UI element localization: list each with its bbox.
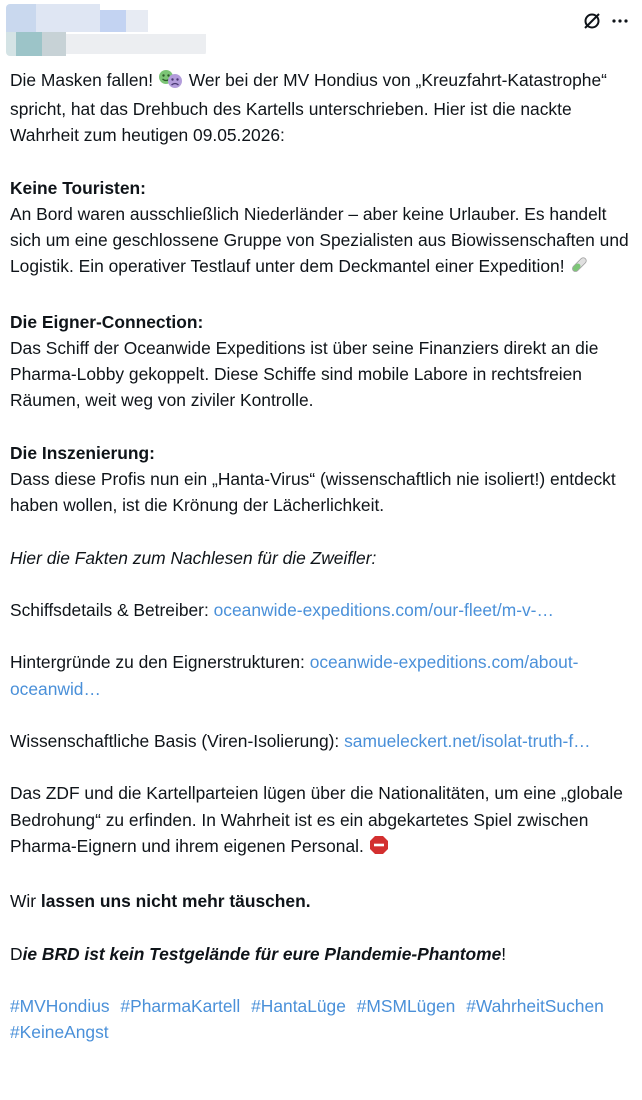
slogan-one: Wir lassen uns nicht mehr täuschen.	[10, 891, 311, 912]
section-keine-touristen: Keine Touristen: An Bord waren ausschließlich Niederländer – aber keine Urlauber. Es handelt sich um eine geschlossene Gruppe von Spezialisten aus Biowissenschaften und Logistik. Ein operativer Testlauf unter dem Deckmantel einer Expedition!	[10, 175, 632, 283]
link-samueleckert[interactable]: samueleckert.net/isolat-truth-f…	[344, 730, 591, 751]
more-icon[interactable]	[607, 8, 633, 34]
hashtag-link[interactable]: #PharmaKartell	[120, 995, 241, 1016]
link-oceanwide-fleet[interactable]: oceanwide-expeditions.com/our-fleet/m-v-…	[213, 599, 554, 620]
hashtag-link[interactable]: #KeineAngst	[10, 1022, 109, 1043]
section-inszenierung: Die Inszenierung: Dass diese Profis nun ein „Hanta-Virus“ (wissenschaftlich nie isoliert!) entdeckt haben wollen, ist die Krönung der Lächerlichkeit.	[10, 440, 632, 519]
link-paragraph-isolation: Wissenschaftliche Basis (Viren-Isolierung): samueleckert.net/isolat-truth-f…	[10, 730, 591, 751]
facts-intro: Hier die Fakten zum Nachlesen für die Zweifler:	[10, 547, 377, 568]
stop-sign-emoji	[369, 835, 389, 862]
hashtag-link[interactable]: #MSMLügen	[356, 995, 456, 1016]
post-header	[0, 0, 642, 60]
grok-icon[interactable]	[579, 8, 605, 34]
slogan-two: Die BRD ist kein Testgelände für eure Plandemie-Phantome!	[10, 943, 507, 964]
link-oceanwide-about[interactable]: oceanwide-expeditions.com/about-oceanwid…	[10, 652, 579, 699]
hashtag-link[interactable]: #HantaLüge	[251, 995, 346, 1016]
section-heading: Die Inszenierung:	[10, 442, 155, 463]
link-paragraph-about: Hintergründe zu den Eignerstrukturen: oceanwide-expeditions.com/about-oceanwid…	[10, 652, 579, 699]
hashtag-link[interactable]: #MVHondius	[10, 995, 110, 1016]
section-eigner-connection: Die Eigner-Connection: Das Schiff der Oceanwide Expeditions ist über seine Finanziers direkt an die Pharma-Lobby gekoppelt. Diese Schiffe sind mobile Labore in rechtsfreien Räumen, weit weg von ziviler Kontrolle.	[10, 309, 632, 414]
masks-emoji	[158, 69, 184, 96]
closing-paragraph: Das ZDF und die Kartellparteien lügen über die Nationalitäten, um eine „globale Bedrohung“ zu erfinden. In Wahrheit ist es ein abgekartetes Spiel zwischen Pharma-Eignern und ihrem eigenen Personal.	[10, 780, 632, 862]
section-heading: Die Eigner-Connection:	[10, 311, 204, 332]
test-tube-emoji	[569, 255, 589, 282]
blurred-author-info	[6, 4, 206, 56]
intro-paragraph: Die Masken fallen! Wer bei der MV Hondius von „Kreuzfahrt-Katastrophe“ spricht, hat das Drehbuch des Kartells unterschrieben. Hier ist die nackte Wahrheit zum heutigen 09.05.2026:	[10, 70, 607, 146]
section-heading: Keine Touristen:	[10, 177, 146, 198]
hashtag-list	[10, 993, 632, 1045]
post-body	[10, 67, 632, 1045]
link-paragraph-fleet: Schiffsdetails & Betreiber: oceanwide-expeditions.com/our-fleet/m-v-…	[10, 599, 554, 620]
hashtag-link[interactable]: #WahrheitSuchen	[466, 995, 604, 1016]
